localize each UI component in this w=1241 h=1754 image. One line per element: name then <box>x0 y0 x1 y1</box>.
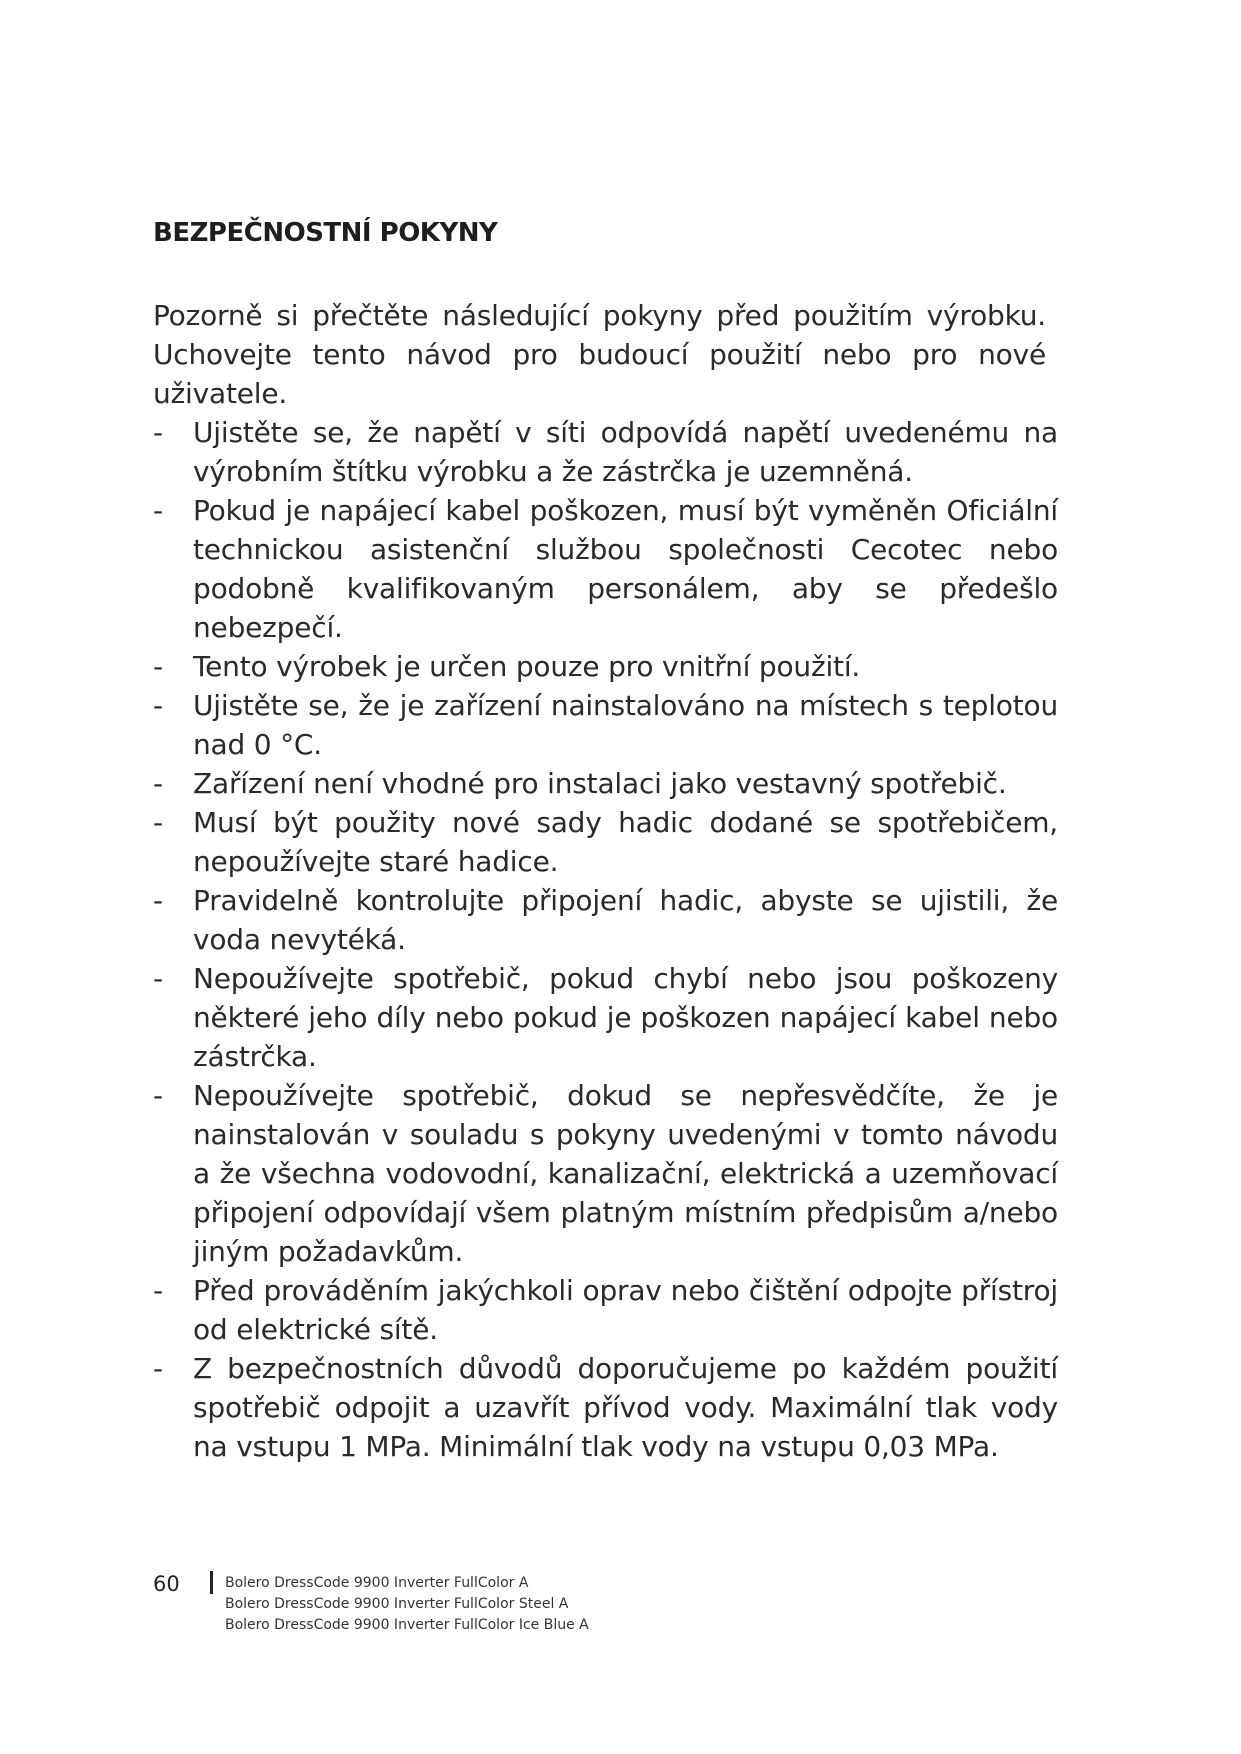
bullet-dash: - <box>153 767 163 800</box>
model-name: Bolero DressCode 9900 Inverter FullColor Steel A <box>225 1596 569 1612</box>
bullet-dash: - <box>153 884 163 917</box>
page-title: BEZPEČNOSTNÍ POKYNY <box>153 218 498 248</box>
list-item-text: Nepoužívejte spotřebič, pokud chybí nebo jsou poškozeny některé jeho díly nebo pokud je poškozen napájecí kabel nebo zástrčka. <box>193 962 1058 1073</box>
list-item-text: Tento výrobek je určen pouze pro vnitřní použití. <box>193 650 861 683</box>
list-item <box>153 491 1058 647</box>
bullet-dash: - <box>153 689 163 722</box>
list-item <box>153 881 1058 959</box>
list-item <box>153 413 1058 491</box>
list-item-text: Před prováděním jakýchkoli oprav nebo čištění odpojte přístroj od elektrické sítě. <box>193 1274 1058 1346</box>
bullet-dash: - <box>153 1274 163 1307</box>
list-item <box>153 803 1058 881</box>
bullet-dash: - <box>153 806 163 839</box>
list-item <box>153 764 1058 803</box>
list-item-text: Zařízení není vhodné pro instalaci jako vestavný spotřebič. <box>193 767 1007 800</box>
list-item <box>153 959 1058 1076</box>
bullet-dash: - <box>153 416 163 449</box>
list-item-text: Z bezpečnostních důvodů doporučujeme po každém použití spotřebič odpojit a uzavřít přívod vody. Maximální tlak vody na vstupu 1 MPa. Minimální tlak vody na vstupu 0,03 MPa. <box>193 1352 1058 1463</box>
list-item <box>153 1349 1058 1466</box>
bullet-dash: - <box>153 494 163 527</box>
list-item <box>153 1271 1058 1349</box>
list-item <box>153 1076 1058 1271</box>
list-item <box>153 647 1058 686</box>
list-item-text: Pokud je napájecí kabel poškozen, musí být vyměněn Oficiální technickou asistenční službou společnosti Cecotec nebo podobně kvalifikovaným personálem, aby se předešlo nebezpečí. <box>193 494 1058 644</box>
model-list <box>225 1573 589 1636</box>
model-name: Bolero DressCode 9900 Inverter FullColor A <box>225 1575 529 1591</box>
model-name: Bolero DressCode 9900 Inverter FullColor Ice Blue A <box>225 1617 589 1633</box>
bullet-dash: - <box>153 650 163 683</box>
bullet-dash: - <box>153 1079 163 1112</box>
bullet-dash: - <box>153 962 163 995</box>
list-item-text: Ujistěte se, že je zařízení nainstalováno na místech s teplotou nad 0 °C. <box>193 689 1058 761</box>
safety-list <box>153 413 1058 1466</box>
list-item-text: Pravidelně kontrolujte připojení hadic, abyste se ujistili, že voda nevytéká. <box>193 884 1058 956</box>
footer-divider <box>210 1571 213 1594</box>
safety-instructions <box>153 296 1058 1466</box>
list-item <box>153 686 1058 764</box>
page-number: 60 <box>153 1572 180 1596</box>
list-item-text: Musí být použity nové sady hadic dodané se spotřebičem, nepoužívejte staré hadice. <box>193 806 1058 878</box>
list-item-text: Ujistěte se, že napětí v síti odpovídá napětí uvedenému na výrobním štítku výrobku a že zástrčka je uzemněná. <box>193 416 1058 488</box>
intro-paragraph: Pozorně si přečtěte následující pokyny před použitím výrobku. Uchovejte tento návod pro budoucí použití nebo pro nové uživatele. <box>153 299 1046 410</box>
bullet-dash: - <box>153 1352 163 1385</box>
list-item-text: Nepoužívejte spotřebič, dokud se nepřesvědčíte, že je nainstalován v souladu s pokyny uvedenými v tomto návodu a že všechna vodovodní, kanalizační, elektrická a uzemňovací připojení odpovídají všem platným místním předpisům a/nebo jiným požadavkům. <box>193 1079 1058 1268</box>
